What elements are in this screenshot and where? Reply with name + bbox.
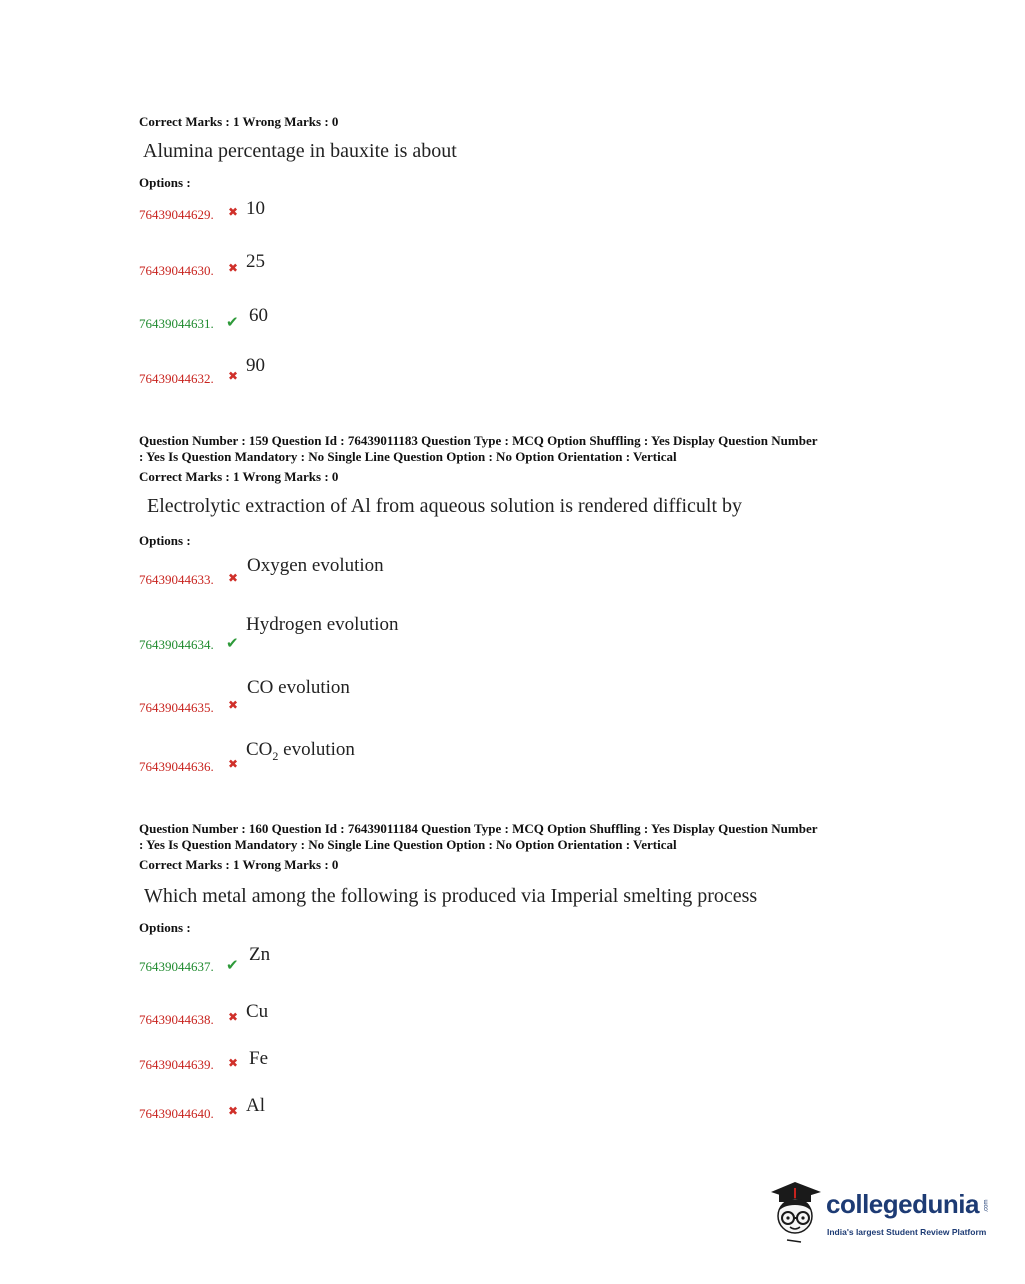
- q158-option-3-text: 60: [249, 305, 268, 326]
- q159-marks: Correct Marks : 1 Wrong Marks : 0: [139, 469, 339, 484]
- q160-meta-line2: : Yes Is Question Mandatory : No Single Line Question Option : No Option Orientation : Vertical: [139, 837, 677, 852]
- q159-option-4-text-pre: CO: [246, 739, 273, 760]
- q158-option-1-text: 10: [246, 198, 265, 219]
- q159-option-3-text: CO evolution: [247, 677, 350, 698]
- wrong-mark-icon: ✖: [228, 369, 239, 383]
- q158-option-1-id: 76439044629.: [139, 207, 214, 222]
- wrong-mark-icon: ✖: [228, 698, 239, 712]
- correct-mark-icon: ✔: [226, 315, 239, 331]
- q160-option-1-id: 76439044637.: [139, 959, 214, 974]
- q160-option-3-text: Fe: [249, 1048, 268, 1069]
- q160-option-2-text: Cu: [246, 1001, 269, 1022]
- q159-question: Electrolytic extraction of Al from aqueous solution is rendered difficult by: [147, 495, 743, 517]
- wrong-mark-icon: ✖: [228, 1056, 239, 1070]
- wrong-mark-icon: ✖: [228, 757, 239, 771]
- correct-mark-icon: ✔: [226, 636, 239, 652]
- q159-meta-line1: Question Number : 159 Question Id : 76439011183 Question Type : MCQ Option Shuffling : Yes Display Question Number: [139, 433, 818, 448]
- q159-option-4-text: [246, 739, 355, 764]
- q159-option-4-id: 76439044636.: [139, 759, 214, 774]
- q160-options-label: Options :: [139, 920, 191, 935]
- q159-option-1-id: 76439044633.: [139, 572, 214, 587]
- q159-option-1-text: Oxygen evolution: [247, 555, 384, 576]
- q159-option-4-subscript: 2: [272, 748, 279, 763]
- q160-option-3-id: 76439044639.: [139, 1057, 214, 1072]
- q158-option-2-id: 76439044630.: [139, 263, 214, 278]
- q160-option-4-id: 76439044640.: [139, 1106, 214, 1121]
- wrong-mark-icon: ✖: [228, 261, 239, 275]
- wrong-mark-icon: ✖: [228, 1010, 239, 1024]
- logo-wordmark: collegedunia: [826, 1189, 979, 1219]
- wrong-mark-icon: ✖: [228, 205, 239, 219]
- q158-option-3-id: 76439044631.: [139, 316, 214, 331]
- q159-meta-line2: : Yes Is Question Mandatory : No Single Line Question Option : No Option Orientation : Vertical: [139, 449, 677, 464]
- q160-option-2-id: 76439044638.: [139, 1012, 214, 1027]
- q160-option-4-text: Al: [246, 1095, 265, 1116]
- q160-question: Which metal among the following is produced via Imperial smelting process: [144, 885, 758, 907]
- q158-options-label: Options :: [139, 175, 191, 190]
- q160-marks: Correct Marks : 1 Wrong Marks : 0: [139, 857, 339, 872]
- q158-question: Alumina percentage in bauxite is about: [143, 140, 457, 162]
- q159-option-4-text-post: evolution: [278, 739, 355, 760]
- q158-option-2-text: 25: [246, 251, 265, 272]
- wrong-mark-icon: ✖: [228, 571, 239, 585]
- q159-options-label: Options :: [139, 533, 191, 548]
- wrong-mark-icon: ✖: [228, 1104, 239, 1118]
- q158-option-4-id: 76439044632.: [139, 371, 214, 386]
- collegedunia-mascot-icon: [765, 1178, 825, 1248]
- q160-meta-line1: Question Number : 160 Question Id : 76439011184 Question Type : MCQ Option Shuffling : Yes Display Question Number: [139, 821, 818, 836]
- q159-option-3-id: 76439044635.: [139, 700, 214, 715]
- q158-marks: Correct Marks : 1 Wrong Marks : 0: [139, 114, 339, 129]
- correct-mark-icon: ✔: [226, 958, 239, 974]
- q158-option-4-text: 90: [246, 355, 265, 376]
- q160-option-1-text: Zn: [249, 944, 271, 965]
- logo-com-suffix: .com: [983, 1199, 990, 1213]
- logo-tagline: India's largest Student Review Platform: [827, 1227, 987, 1237]
- q159-option-2-id: 76439044634.: [139, 637, 214, 652]
- q159-option-2-text: Hydrogen evolution: [246, 614, 399, 635]
